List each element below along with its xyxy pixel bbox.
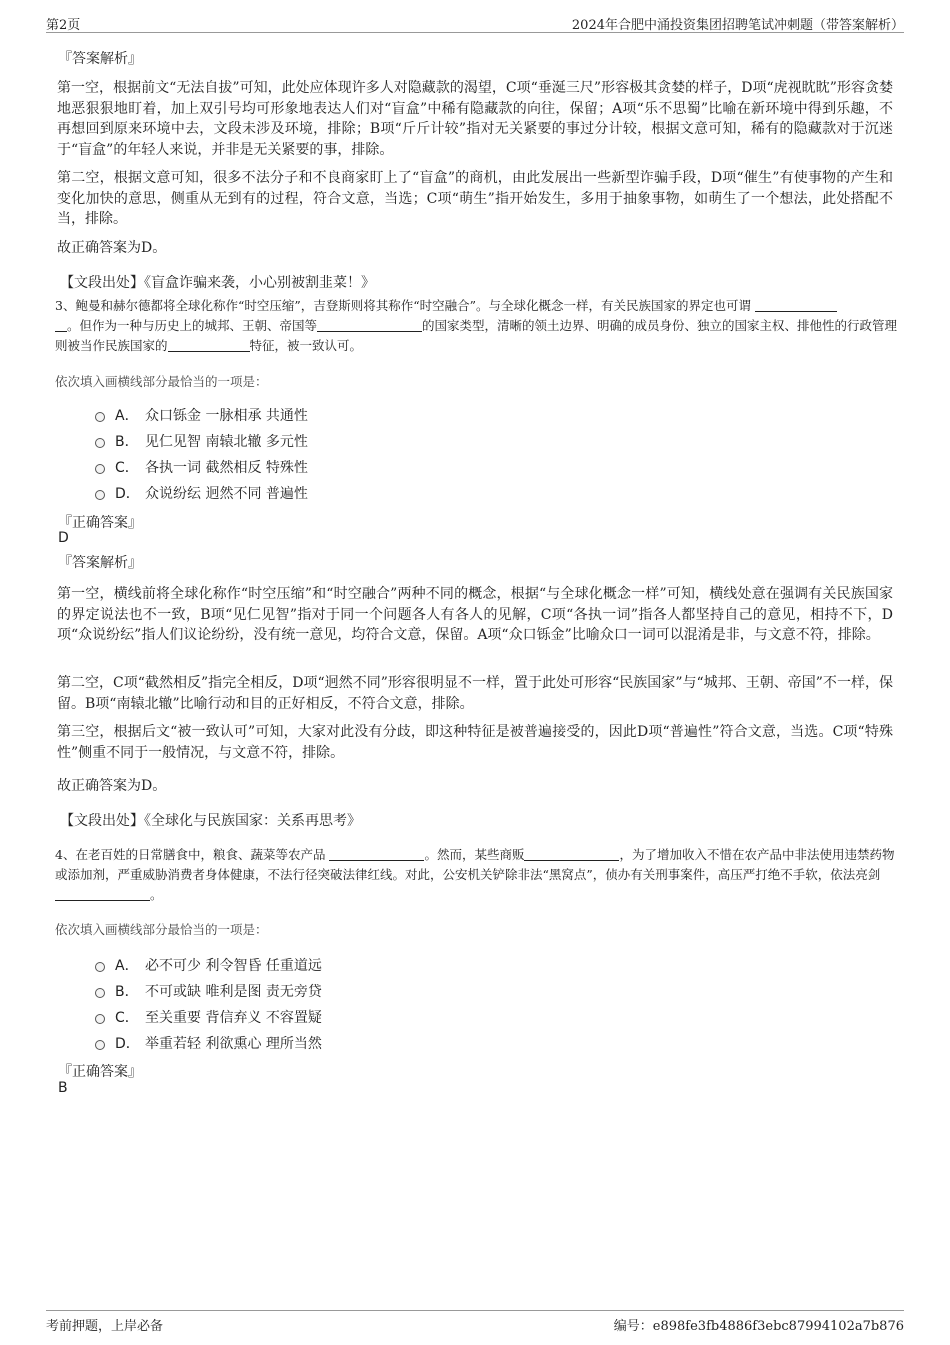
document-title: 2024年合肥中涌投资集团招聘笔试冲刺题（带答案解析） [571,18,904,33]
radio-icon[interactable] [95,1014,105,1024]
option-a[interactable] [95,405,308,425]
question-text: 。但作为一种与历史上的城邦、王朝、帝国等 [67,318,318,333]
option-letter: D． [115,486,140,502]
option-d[interactable] [95,1033,322,1053]
question-text: 3、鲍曼和赫尔德都将全球化称作“时空压缩”，吉登斯则将其称作“时空融合”。与全球化概念一样，有关民族国家的界定也可谓 [55,298,752,313]
option-b[interactable] [95,981,322,1001]
analysis-heading: 『答案解析』 [58,51,142,67]
fill-blank [317,317,422,332]
conclusion: 故正确答案为D。 [57,240,167,256]
radio-icon[interactable] [95,490,105,500]
option-letter: B． [115,984,139,1000]
option-letter: D． [115,1036,140,1052]
source-line [60,272,375,292]
source-title: 《全球化与民族国家：关系再思考》 [144,813,361,829]
option-text: 不可或缺 唯利是图 责无旁贷 [145,984,322,1000]
fill-blank [524,846,619,861]
document-id: 编号：e898fe3fb4886f3ebc87994102a7b876 [613,1319,904,1334]
option-text: 见仁见智 南辕北辙 多元性 [145,434,308,450]
radio-icon[interactable] [95,962,105,972]
radio-icon[interactable] [95,438,105,448]
fill-blank [168,337,250,352]
option-c[interactable] [95,1007,322,1027]
option-c[interactable] [95,457,308,477]
fill-blank [755,297,837,312]
source-label: 【文段出处】 [60,813,144,829]
option-d[interactable] [95,483,308,503]
question-text: 特征，被一致认可。 [249,338,363,353]
question-text: 的国家类型，清晰的领土边界、明确的成员身份、独立的国家主权、排他性的行政管理则被当作民族国家的 [55,318,898,353]
source-title: 《盲盒诈骗来袭，小心别被割韭菜！》 [144,275,375,291]
fill-blank [329,846,424,861]
question-text: 4、在老百姓的日常膳食中，粮食、蔬菜等农产品 [55,847,326,862]
radio-icon[interactable] [95,412,105,422]
option-text: 举重若轻 利欲熏心 理所当然 [145,1036,322,1052]
question-stem [55,845,900,905]
option-text: 至关重要 背信弃义 不容置疑 [145,1010,322,1026]
question-text: ，为了增加收入不惜在农产品中非法使用违禁药物或添加剂，严重威胁消费者身体健康，不法行径突破法律红线。对此，公安机关铲除非法“黑窝点”，侦办有关刑事案件，高压严打绝不手软，依法亮剑 [55,847,895,882]
radio-icon[interactable] [95,464,105,474]
option-letter: C． [115,460,139,476]
option-letter: C． [115,1010,139,1026]
option-text: 众口铄金 一脉相承 共通性 [145,408,308,424]
analysis-heading: 『答案解析』 [58,555,142,571]
question-prompt: 依次填入画横线部分最恰当的一项是： [55,374,268,389]
question-stem [55,296,900,356]
option-letter: A． [115,958,139,974]
question-text: 。 [150,887,163,902]
option-a[interactable] [95,955,322,975]
correct-answer: B [58,1080,68,1096]
option-text: 各执一词 截然相反 特殊性 [145,460,308,476]
option-letter: B． [115,434,139,450]
conclusion: 故正确答案为D。 [57,778,167,794]
analysis-paragraph: 第二空，C项“截然相反”指完全相反，D项“迥然不同”形容很明显不一样，置于此处可形容“民族国家”与“城邦、王朝、帝国”不一样，保留。B项“南辕北辙”比喻行动和目的正好相反，不符合文意，排除。 [57,675,893,712]
question-text: 。然而，某些商贩 [424,847,525,862]
option-text: 众说纷纭 迥然不同 普遍性 [145,486,308,502]
fill-blank [55,886,150,901]
option-b[interactable] [95,431,308,451]
option-letter: A． [115,408,139,424]
radio-icon[interactable] [95,1040,105,1050]
source-line [60,810,361,830]
analysis-paragraph: 第二空，根据文意可知，很多不法分子和不良商家盯上了“盲盒”的商机，由此发展出一些新型诈骗手段，D项“催生”有使事物的产生和变化加快的意思，侧重从无到有的过程，符合文意，当选；C项“萌生”指开始发生，多用于抽象事物，如萌生了一个想法，此处搭配不当，排除。 [57,170,893,227]
source-label: 【文段出处】 [60,275,144,291]
analysis-paragraph: 第一空，横线前将全球化称作“时空压缩”和“时空融合”两种不同的概念，根据“与全球化概念一样”可知，横线处意在强调有关民族国家的界定说法也不一致，B项“见仁见智”指对于同一个问题各人有各人的见解，C项“各执一词”指各人都坚持自己的意见，相持不下，D项“众说纷纭”指人们议论纷纷，没有统一意见，均符合文意，保留。A项“众口铄金”比喻众口一词可以混淆是非，与文意不符，排除。 [57,586,893,643]
page-footer [46,1310,904,1335]
option-text: 必不可少 利令智昏 任重道远 [145,958,322,974]
correct-answer-heading: 『正确答案』 [58,515,142,531]
page-header [46,12,904,33]
question-prompt: 依次填入画横线部分最恰当的一项是： [55,922,268,937]
correct-answer-heading: 『正确答案』 [58,1064,142,1080]
radio-icon[interactable] [95,988,105,998]
analysis-paragraph: 第一空，根据前文“无法自拔”可知，此处应体现许多人对隐藏款的渴望，C项“垂涎三尺”形容极其贪婪的样子，D项“虎视眈眈”形容贪婪地恶狠狠地盯着，加上双引号均可形象地表达人们对“盲盒”中稀有隐藏款的向往，保留；A项“乐不思蜀”比喻在新环境中得到乐趣，不再想回到原来环境中去，文段未涉及环境，排除；B项“斤斤计较”指对无关紧要的事过分计较，根据文意可知，稀有的隐藏款对于沉迷于“盲盒”的年轻人来说，并非是无关紧要的事，排除。 [57,80,893,158]
fill-blank [55,317,67,332]
correct-answer: D [58,530,69,546]
analysis-paragraph: 第三空，根据后文“被一致认可”可知，大家对此没有分歧，即这种特征是被普遍接受的，因此D项“普遍性”符合文意，当选。C项“特殊性”侧重不同于一般情况，与文意不符，排除。 [57,724,893,761]
page-number: 第2页 [46,18,81,33]
footer-slogan: 考前押题，上岸必备 [46,1319,164,1334]
